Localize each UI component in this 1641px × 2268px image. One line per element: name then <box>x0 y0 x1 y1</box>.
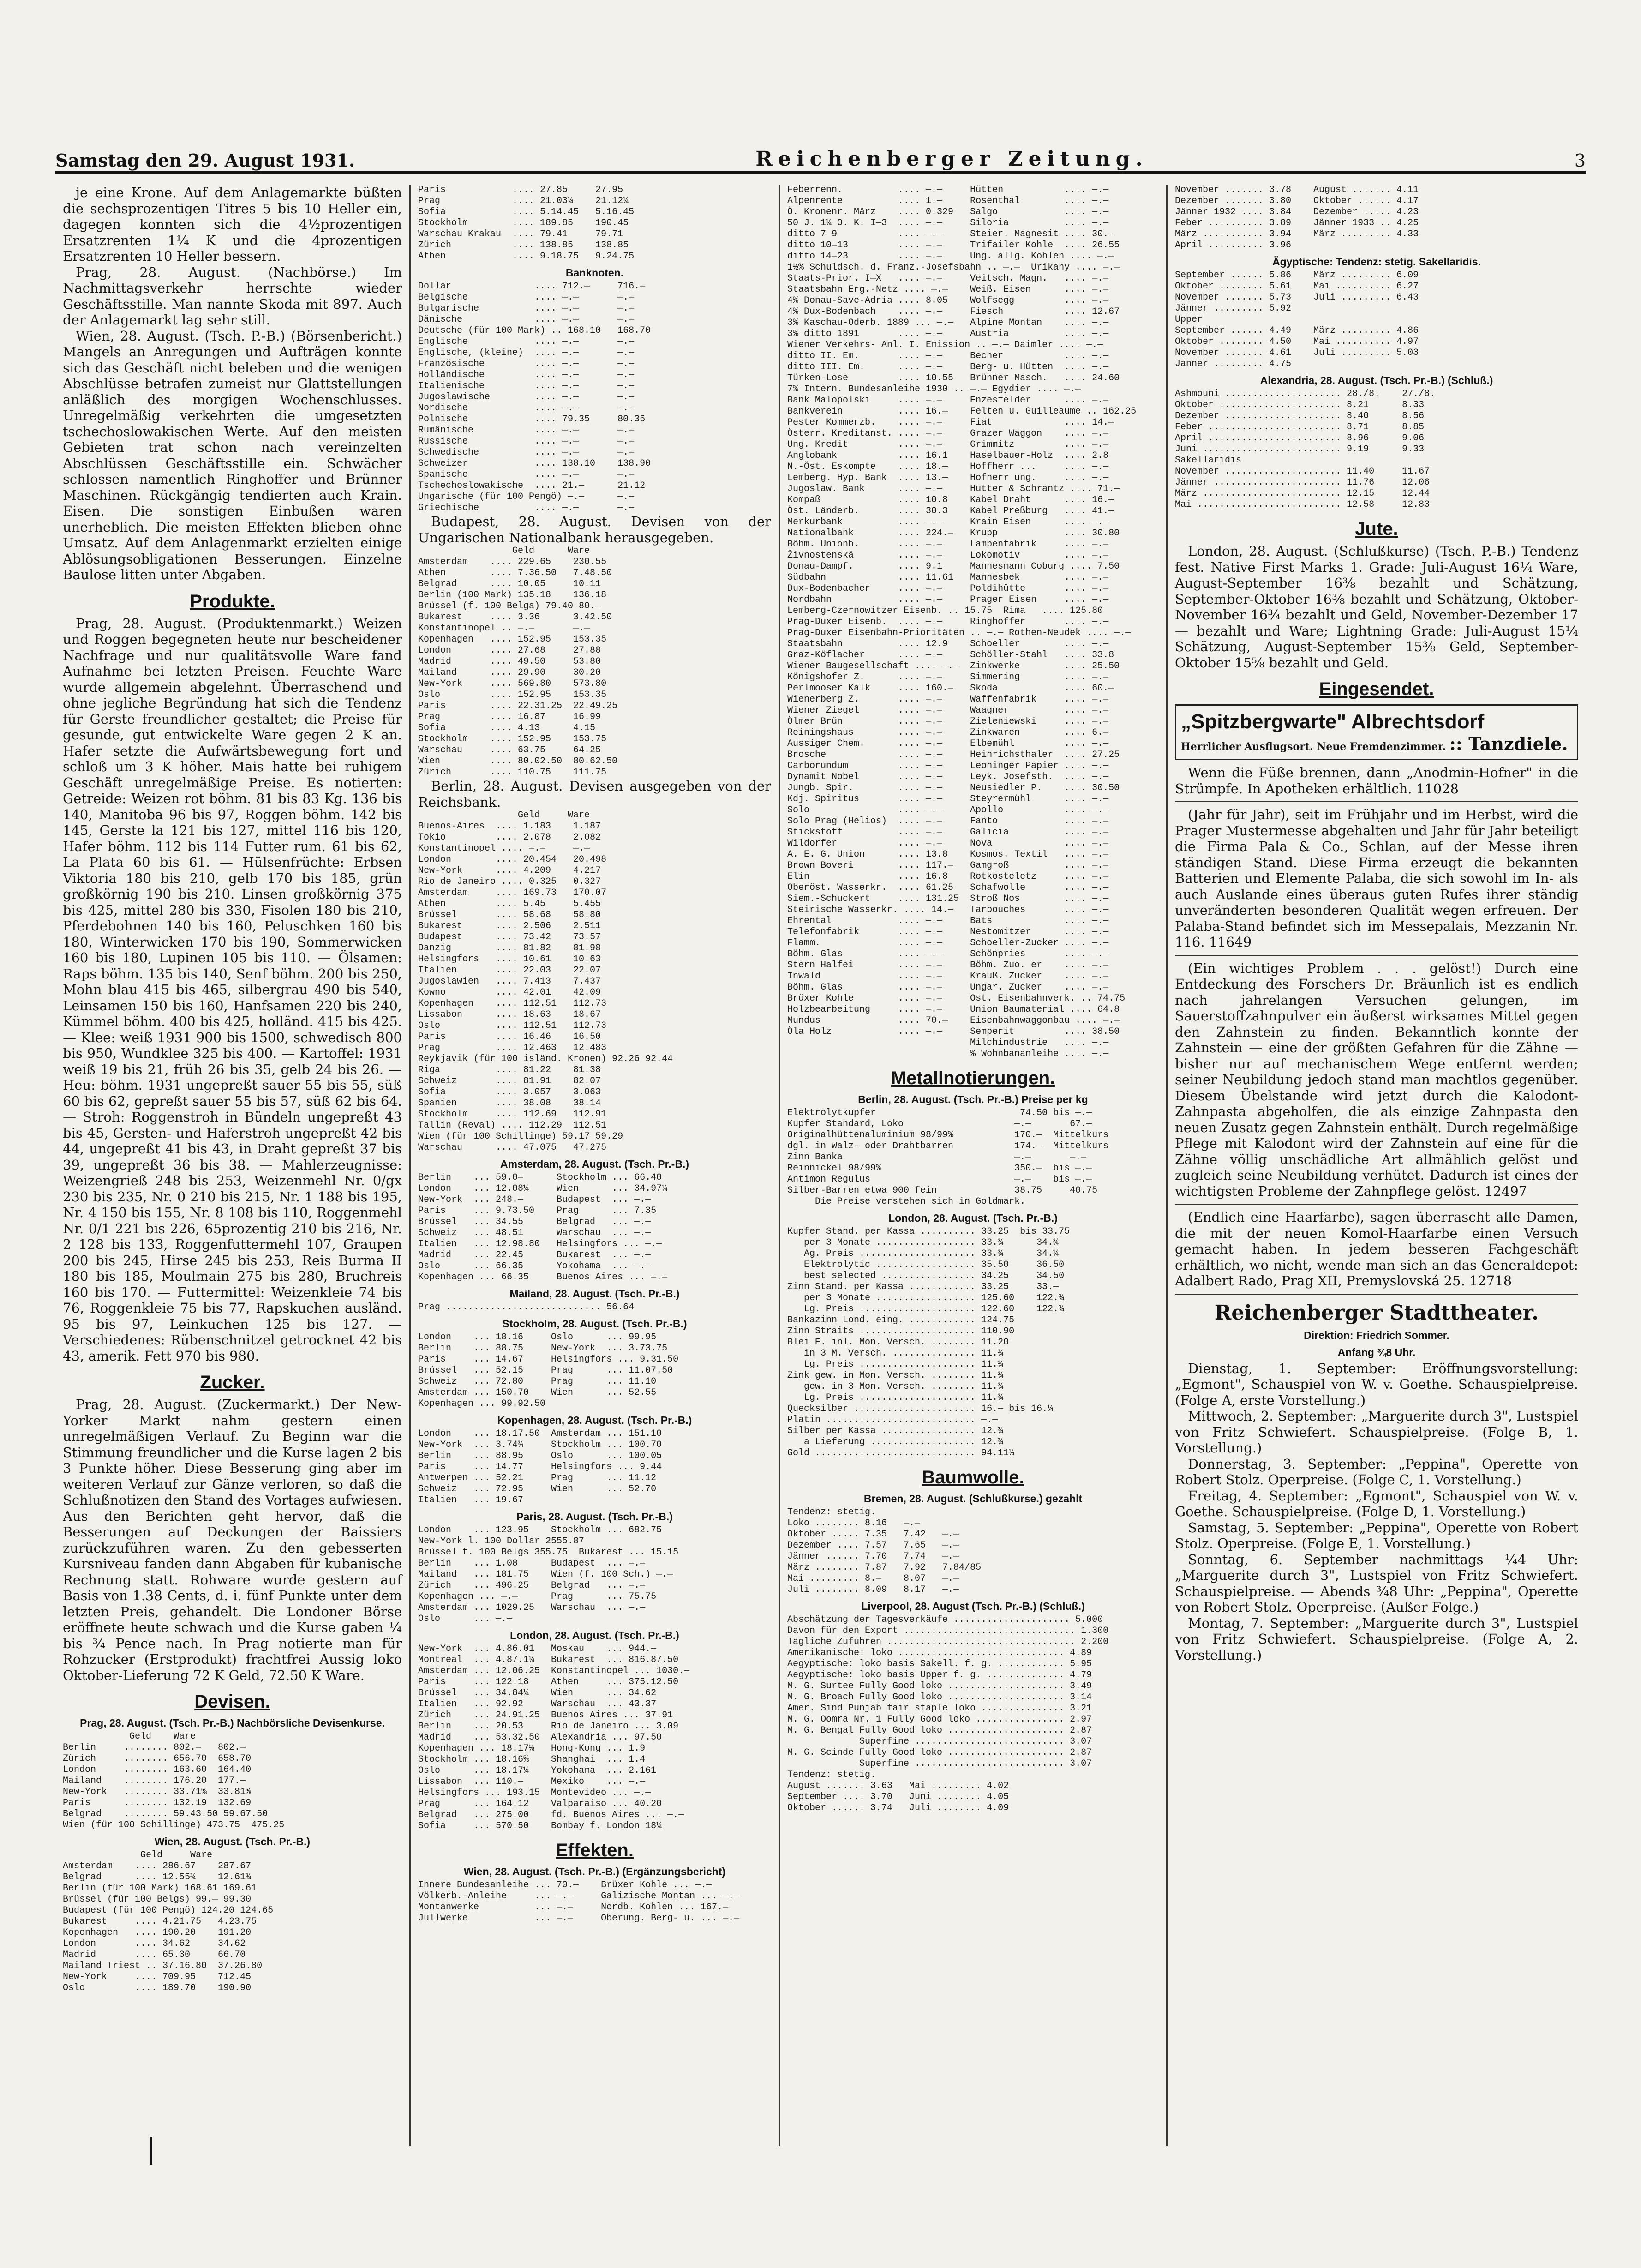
metal-berlin-heading: Berlin, 28. August. (Tsch. Pr.-B.) Preise per kg <box>858 1093 1088 1105</box>
column-2 <box>411 185 780 2146</box>
devisen-prag-table: Geld Ware Berlin ........ 802.— 802.— Zürich ........ 656.70 658.70 London ........ 163.60 164.40 Mailand ........ 176.20 177.— New-York ........ 33.71⅝ 33.81⅝ Paris ........ 132.19 132.69 Belgrad ........ 59.43.50 59.67.50 Wien (für 100 Schillinge) 473.75 475.25 <box>63 1731 285 1830</box>
cotton-bremen-heading: Bremen, 28. August. (Schlußkurse.) gezahlt <box>863 1493 1083 1505</box>
ad-title: „Spitzbergwarte" Albrechtsdorf <box>1181 710 1485 733</box>
effekten-table: Innere Bundesanleihe ... 70.— Brüxer Kohle ... —.— Völkerb.-Anleihe ... —.— Galizische Montan ... —.— Montanwerke ... —.— Nordb. Kohlen ... 167.— Jullwerke ... —.— Oberung. Berg- u. ... —.— <box>418 1880 740 1924</box>
budapest-table: Geld Ware Amsterdam .... 229.65 230.55 Athen .... 7.36.50 7.48.50 Belgrad .... 10.05 10.11 Berlin (100 Mark) 135.18 136.18 Brüssel (f. 100 Belga) 79.40 80.— Bukarest .... 3.36 3.42.50 Konstantinopel .. —.— —.— Kopenhagen .... 152.95 153.35 London .... 27.68 27.88 Madrid .... 49.50 53.80 Mailand .... 29.90 30.20 New-York .... 569.80 573.80 Oslo .... 152.95 153.35 Paris .... 22.31.25 22.49.25 Prag .... 16.87 16.99 Sofia .... 4.13 4.15 Stockholm .... 152.95 153.75 Warschau .... 63.75 64.25 Wien .... 80.02.50 80.62.50 Zürich .... 110.75 111.75 <box>418 546 618 778</box>
newspaper-title: Reichenberger Zeitung. <box>755 147 1148 171</box>
spitzbergwarte-ad <box>1175 704 1578 760</box>
schedule-item: Montag, 7. September: „Marguerite durch 3", Lustspiel von Fritz Schwiefert. Schauspielpreise. (Folge A, 2. Vorstellung.) <box>1175 1615 1578 1663</box>
theatre-start-time: Anfang ¾8 Uhr. <box>1337 1346 1416 1358</box>
divider <box>1175 955 1578 956</box>
market-report-1: je eine Krone. Auf dem Anlagemarkte büßten die sechsprozentigen Titres 5 bis 10 Heller ein, dagegen konnten sich die 4½prozentigen Ersatzrenten 1¼ K und die 4prozentigen Ersatzrenten 10 Heller bessern. <box>63 185 402 264</box>
schedule-item: Donnerstag, 3. September: „Peppina", Operette von Robert Stolz. Operpreise. (Folge C, 1. Vorstellung.) <box>1175 1456 1578 1488</box>
section-heading-produkte: Produkte. <box>190 591 275 612</box>
stocks-table: Feberrenn. .... —.— Hütten .... —.— Alpenrente .... 1.— Rosenthal .... —.— Ö. Kronenr. März .... 0.329 Salgo .... —.— 50 J. 1¼ O. K. I—3 .... —.— Siloria .... —.— ditto 7—9 .... —.— Steier. Magnesit .... 30.— ditto 10—13 .... —.— Trifailer Kohle .... 26.55 ditto 14—23 .... —.— Ung. allg. Kohlen .... —.— 1½% Schuldsch. d. Franz.-Josefsbahn .. —.— Urikany .... —.— Staats-Prior. I—X .... —.— Veitsch. Magn. .... —.— Staatsbahn Erg.-Netz .... —.— Weiß. Eisen .... —.— 4% Donau-Save-Adria .... 8.05 Wolfsegg .... —.— 4% Dux-Bodenbach .... —.— Fiesch .... 12.67 3% Kaschau-Oderb. 1889 ... —.— Alpine Montan .... —.— 3% ditto 1891 .... —.— Austria .... —.— Wiener Verkehrs- Anl. I. Emission .. —.— Daimler .... —.— ditto II. Em. .... —.— Becher .... —.— ditto III. Em. .... —.— Berg- u. Hütten .... —.— Türken-Lose .... 10.55 Brünner Masch. .... 24.60 7% Intern. Bundesanleihe 1930 .. —.— Egydier .... —.— Bank Malopolski .... —.— Enzesfelder .... —.— Bankverein .... 16.— Felten u. Guilleaume .. 162.25 Pester Kommerzb. .... —.— Fiat .... 14.— Österr. Kreditanst. .... —.— Grazer Waggon .... —.— Ung. Kredit .... —.— Grimmitz .... —.— Anglobank .... 16.1 Haselbauer-Holz .... 2.8 N.-Öst. Eskompte .... 18.— Hoffherr ... .... —.— Lemberg. Hyp. Bank .... 13.— Hofherr ung. .... —.— Jugoslaw. Bank .... —.— Hutter & Schrantz .... 71.— Kompaß .... 10.8 Kabel Draht .... 16.— Öst. Länderb. .... 30.3 Kabel Preßburg .... 41.— Merkurbank .... —.— Krain Eisen .... —.— Nationalbank .... 224.— Krupp .... 30.80 Böhm. Unionb. .... —.— Lampenfabrik .... —.— Živnostenská .... —.— Lokomotiv .... —.— Donau-Dampf. .... 9.1 Mannesmann Coburg .... 7.50 Südbahn .... 11.61 Mannesbek .... —.— Dux-Bodenbacher .... —.— Poldihütte .... —.— Nordbahn .... —.— Prager Eisen .... —.— Lemberg-Czernowitzer Eisenb. .. 15.75 Rima .... 125.80 Prag-Duxer Eisenb. .... —.— Ringhoffer .... —.— Prag-Duxer Eisenbahn-Prioritäten .. —.— Rothen-Neudek .... —.— Staatsbahn .... 12.9 Schoeller .... —.— Graz-Köflacher .... —.— Schöller-Stahl .... 33.8 Wiener Baugesellschaft .... —.— Zinkwerke .... 25.50 Königshofer Z. .... —.— Simmering .... —.— Perlmooser Kalk .... 160.— Skoda .... 60.— Wienerberg Z. .... —.— Waffenfabrik .... —.— Wiener Ziegel .... —.— Waagner .... —.— Ölmer Brün .... —.— Zieleniewski .... —.— Reiningshaus .... —.— Zinkwaren .... 6.— Aussiger Chem. .... —.— Elbemühl .... —.— Brosche .... —.— Heinrichsthaler .... 27.25 Carborundum .... —.— Leoninger Papier .... —.— Dynamit Nobel .... —.— Leyk. Josefsth. .... —.— Jungb. Spir. .... —.— Neusiedler P. .... 30.50 Kdj. Spiritus .... —.— Steyrermühl .... —.— Solo .... —.— Apollo .... —.— Solo Prag (Helios) .... —.— Fanto .... —.— Stickstoff .... —.— Galicia .... —.— Wildorfer .... —.— Nova .... —.— A. E. G. Union .... 13.8 Kosmos. Textil .... —.— Brown Boveri .... 117.— Gamgroß .... —.— Elin .... 16.8 Rotkosteletz .... —.— Oberöst. Wasserkr. .... 61.25 Schafwolle .... —.— Siem.-Schuckert .... 131.25 Stroß Nos .... —.— Steirische Wasserkr. .... 14.— Tarbouches .... —.— Ehrental .... —.— Bats .... —.— Telefonfabrik .... —.— Nestomitzer .... —.— Flamm. .... —.— Schoeller-Zucker .... —.— Böhm. Glas .... —.— Schönpries .... —.— Stern Halfei .... —.— Böhm. Zuo. er .... —.— Inwald .... —.— Krauß. Zucker .... —.— Böhm. Glas .... —.— Ungar. Zucker .... —.— Brüxer Kohle .... —.— Ost. Eisenbahnverk. .. 74.75 Holzbearbeitung .... —.— Union Baumaterial .... 64.8 Mundus .... 70.— Eisenbahnwaggonbau .... —.— Öla Holz .... —.— Semperit .... 38.50 Milchindustrie .... —.— % Wohnbananleihe .... —.— <box>787 185 1137 1059</box>
banknoten-heading: Banknoten. <box>565 267 624 279</box>
paris-heading: Paris, 28. August. (Tsch. Pr.-B.) <box>516 1511 673 1523</box>
london-table: New-York ... 4.86.01 Moskau ... 944.— Montreal ... 4.87.1¼ Bukarest ... 816.87.50 Amsterdam ... 12.06.25 Konstantinopel ... 1030.— Paris ... 122.18 Athen ... 375.12.50 Brüssel ... 34.84¼ Wien ... 34.62 Italien ... 92.92 Warschau ... 43.37 Zürich ... 24.91.25 Buenos Aires ... 37.91 Berlin ... 20.53 Rio de Janeiro ... 3.09 Madrid ... 53.32.50 Alexandria ... 97.50 Kopenhagen ... 18.17⅛ Hong-Kong ... 1.9 Stockholm ... 18.16⅝ Shanghai ... 1.4 Oslo ... 18.17¼ Yokohama ... 2.161 Lissabon ... 110.— Mexiko ... —.— Helsingfors ... 193.15 Montevideo ... —.— Prag ... 164.12 Valparaiso ... 40.20 Belgrad ... 275.00 fd. Buenos Aires ... —.— Sofia ... 570.50 Bombay f. London 18¼ <box>418 1644 690 1831</box>
cotton-liverpool-table: Abschätzung der Tagesverkäufe ..................... 5.000 Davon für den Export ............................... 1.300 Tägliche Zufuhren .................................. 2.200 Amerikanische: loko .............................. 4.89 Aegyptische: loko basis Sakell. f. g. ............ 5.95 Aegyptische: loko basis Upper f. g. .............. 4.79 M. G. Surtee Fully Good loko ..................... 3.49 M. G. Broach Fully Good loko ..................... 3.14 Amer. Sind Punjab fair staple loko ............... 3.21 M. G. Oomra Nr. 1 Fully Good loko ................ 2.97 M. G. Bengal Fully Good loko ..................... 2.87 Superfine ........................... 3.07 M. G. Scinde Fully Good loko ..................... 2.87 Superfine ........................... 3.07 <box>787 1614 1109 1769</box>
devisen-prag-heading: Prag, 28. August. (Tsch. Pr.-B.) Nachbörsliche Devisenkurse. <box>80 1717 385 1729</box>
schedule-item: Dienstag, 1. September: Eröffnungsvorstellung: „Egmont", Schauspiel von W. v. Goethe. Schauspielpreise. (Folge A, erste Vorstellung.) <box>1175 1360 1578 1408</box>
columns <box>55 185 1586 2146</box>
ad-subtitle-text: Herrlicher Ausflugsort. Neue Fremdenzimmer. <box>1181 741 1446 753</box>
metal-london-table: Kupfer Stand. per Kassa .......... 33.25 bis 33.75 per 3 Monate .................. 33.¾ 34.¾ Ag. Preis ..................... 33.¾ 34.¼ Elektrolytic .................. 35.50 36.50 best selected ................. 34.25 34.50 Zinn Stand. per Kassa ............ 33.25 33.— per 3 Monate .................. 125.60 122.¾ Lg. Preis ..................... 122.60 122.¾ Bankazinn Lond. eing. ............ 124.75 Zinn Straits ..................... 110.90 Blei E. inl. Mon. Versch. ........ 11.20 in 3 M. Versch. ............... 11.¾ Lg. Preis ..................... 11.¼ Zink gew. in Mon. Versch. ........ 11.¾ gew. in 3 Mon. Versch. ........ 11.¾ Lg. Preis ..................... 11.¾ Quecksilber ...................... 16.— bis 16.¼ Platin ........................... —.— Silber per Kassa ................. 12.¾ a Lieferung ................... 12.¾ Gold ............................. 94.11¼ <box>787 1226 1070 1458</box>
ad-text-1: Wenn die Füße brennen, dann „Anodmin-Hofner" in die Strümpfe. In Apotheken erhältlich. 11028 <box>1175 765 1578 797</box>
section-heading-baumwolle: Baumwolle. <box>922 1467 1024 1488</box>
amsterdam-heading: Amsterdam, 28. August. (Tsch. Pr.-B.) <box>500 1158 689 1170</box>
divider <box>1175 801 1578 802</box>
section-heading-devisen: Devisen. <box>194 1692 270 1712</box>
cotton-liverpool-futures: Tendenz: stetig. August ....... 3.63 Mai ......... 4.02 September .... 3.70 Juni ........ 4.05 Oktober ...... 3.74 Juli ........ 4.09 <box>787 1770 1009 1813</box>
market-report-prag: Prag, 28. August. (Nachbörse.) Im Nachmittagsverkehr herrschte wieder Geschäftsstille. Man nannte Skoda mit 897. Auch der Anlagemarkt lag sehr still. <box>63 264 402 328</box>
column-3 <box>780 185 1168 2146</box>
theatre-direction: Direktion: Friedrich Sommer. <box>1304 1329 1449 1341</box>
stockholm-table: London ... 18.16 Oslo ... 99.95 Berlin ... 88.75 New-York ... 3.73.75 Paris ... 14.67 Helsingfors ... 9.31.50 Brüssel ... 52.15 Prag ... 11.07.50 Schweiz ... 72.80 Prag ... 11.10 Amsterdam ... 150.70 Wien ... 52.55 Kopenhagen ... 99.92.50 <box>418 1332 679 1409</box>
berlin-heading: Berlin, 28. August. Devisen ausgegeben von der Reichsbank. <box>418 778 771 810</box>
kopenhagen-heading: Kopenhagen, 28. August. (Tsch. Pr.-B.) <box>497 1414 692 1426</box>
column-4 <box>1168 185 1586 2146</box>
jute-report: London, 28. August. (Schlußkurse) (Tsch. P.-B.) Tendenz fest. Native First Marks 1. Grade: Juli-August 16¼ Ware, August-September 16⅜ bezahlt und Schätzung, September-Oktober 16⅜ bezahlt und Schätzung, Oktober-November 16¾ bezahlt und Geld, November-Dezember 17— bezahlt und Ware; Lightning Grade: Juli-August 15¼ Schätzung, August-September 15⅜ Geld, September-Oktober 15⅝ bezahlt und Geld. <box>1175 543 1578 671</box>
paris-table: London ... 123.95 Stockholm ... 682.75 New-York l. 100 Dollar 2555.87 Brüssel f. 100 Belgs 355.75 Bukarest ... 15.15 Berlin ... 1.08 Budapest ... —.— Mailand ... 181.75 Wien (f. 100 Sch.) —.— Zürich ... 496.25 Belgrad ... —.— Kopenhagen ... —.— Prag ... 75.75 Amsterdam ... 1029.25 Warschau ... —.— Oslo ... —.— <box>418 1525 679 1624</box>
ad-text-3: (Ein wichtiges Problem . . . gelöst!) Durch eine Entdeckung des Forschers Dr. Bräunlich ist es endlich nach jahrelangen Versuchen gelungen, im Sauerstoffzahnpulver ein äußerst wirksames Mittel gegen den Zahnstein zu finden. Bekanntlich konnte der Zahnstein — eine der größten Gefahren für die Zähne — bisher nur auf mechanischem Wege entfernt werden; seiner Neubildung jedoch stand man machtlos gegenüber. Diesem Übelstande wird jetzt durch die Kalodont-Zahnpasta abgeholfen, die als einzige Zahnpasta den neuen Zusatz gegen Zahnstein enthält. Durch regelmäßige Pflege mit Kalodont wird der Zahnstein auf eine für die Zähne völlig unschädliche Art allmählich gelöst und zugleich seine Neubildung verhütet. Dadurch ist eines der wichtigsten Probleme der Zahnpflege gelöst. 12497 <box>1175 960 1578 1199</box>
print-mark <box>150 2137 152 2165</box>
divider <box>1175 1204 1578 1205</box>
ad-subtitle <box>1181 733 1572 754</box>
produce-report: Prag, 28. August. (Produktenmarkt.) Weizen und Roggen begegneten heute nur bescheidener Nachfrage und nur qualitätsvolle Ware fand Aufnahme bei letzten Preisen. Feuchte Ware wurde allgemein abgelehnt. Überraschend und ohne jegliche Begründung hat sich die Tendenz für Gerste freundlicher gestaltet; die Preise für gesunde, gut entwickelte Ware gegen 2 K an. Hafer setzte die Aufwärtsbewegung fort und schloß um 3 K höher. Mais hatte bei ruhigem Geschäft unregelmäßige Preise. Es notierten: Getreide: Weizen rot böhm. 81 bis 83 Kg. 136 bis 140, Manitoba 96 bis 97, Roggen böhm. 142 bis 145, Gerste la 121 bis 127, mittel 116 bis 120, Hafer böhm. 112 bis 114 Futter rum. 61 bis 62, La Plata 60 bis 61. — Hülsenfrüchte: Erbsen Viktoria 180 bis 210, gelb 170 bis 185, grün großkörnig 190 bis 210. Linsen großkörnig 375 bis 425, mittel 280 bis 330, Fisolen 180 bis 210, Pferdebohnen 140 bis 160, Peluschken 160 bis 180, Winterwicken 170 bis 190, Sommerwicken 160 bis 180, Lupinen 105 bis 110. — Ölsamen: Raps böhm. 135 bis 140, Senf böhm. 200 bis 250, Mohn blau 415 bis 465, silbergrau 490 bis 540, Leinsamen 150 bis 160, Hanfsamen 220 bis 240, Kümmel böhm. 400 bis 425, holländ. 415 bis 425. — Klee: weiß 1931 900 bis 1500, schwedisch 800 bis 950, Wundklee 325 bis 400. — Kartoffel: 1931 weiß 19 bis 21, früh 26 bis 35, gelb 24 bis 26. — Heu: böhm. 1931 ungepreßt sauer 55 bis 55, süß 60 bis 62, gepreßt sauer 55 bis 57, süß 62 bis 64. — Stroh: Roggenstroh in Bündeln ungepreßt 43 bis 45, Gersten- und Haferstroh ungepreßt 42 bis 44, ungepreßt 41 bis 43, in Draht gepreßt 37 bis 39, ungepreßt 36 bis 38. — Mahlerzeugnisse: Weizengrieß 248 bis 253, Weizenmehl Nr. 0/gx 230 bis 235, Nr. 0 210 bis 215, Nr. 1 188 bis 195, Nr. 4 150 bis 155, Nr. 8 108 bis 110, Roggenmehl Nr. 0/1 221 bis 226, 65prozentig 210 bis 216, Nr. 2 128 bis 133, Roggenfuttermehl 107, Graupen 200 bis 245, Hirse 245 bis 253, Reis Burma II 180 bis 185, Moulmain 275 bis 280, Bruchreis 160 bis 170. — Futtermittel: Weizenkleie 74 bis 76, Roggenkleie 75 bis 77, Rapskuchen ausländ. 95 bis 97, Leinkuchen 125 bis 127. — Verschiedenes: Rübenschnitzel getrocknet 42 bis 43, amerik. Fett 970 bis 980. <box>63 615 402 1364</box>
cotton-bremen-table: Tendenz: stetig. Loko ........ 8.16 —.— Oktober ..... 7.35 7.42 —.— Dezember .... 7.57 7.65 —.— Jänner ...... 7.70 7.74 —.— März ........ 7.87 7.92 7.84/85 Mai ......... 8.— 8.07 —.— Juli ........ 8.09 8.17 —.— <box>787 1507 982 1595</box>
banknoten-table: Dollar .... 712.— 716.— Belgische .... —.— —.— Bulgarische .... —.— —.— Dänische .... —.— —.— Deutsche (für 100 Mark) .. 168.10 168.70 Englische .... —.— —.— Englische, (kleine) .... —.— —.— Französische .... —.— —.— Holländische .... —.— —.— Italienische .... —.— —.— Jugoslawische .... —.— —.— Nordische .... —.— —.— Polnische .... 79.35 80.35 Rumänische .... —.— —.— Russische .... —.— —.— Schwedische .... —.— —.— Schweizer .... 138.10 138.90 Spanische .... —.— —.— Tschechoslowakische .... 21.— 21.12 Ungarische (für 100 Pengö) —.— —.— Griechische .... —.— —.— <box>418 281 651 513</box>
effekten-heading: Wien, 28. August. (Tsch. Pr.-B.) (Ergänzungsbericht) <box>463 1866 726 1878</box>
alexandria-heading: Alexandria, 28. August. (Tsch. Pr.-B.) (Schluß.) <box>1260 374 1493 386</box>
section-heading-jute: Jute. <box>1355 519 1398 539</box>
metal-berlin-table: Elektrolytkupfer 74.50 bis —.— Kupfer Standard, Loko —.— 67.— Originalhüttenaluminium 98/99% 170.— Mittelkurs dgl. in Walz- oder Drahtbarren 174.— Mittelkurs Zinn Banka —.— —.— Reinnickel 98/99% 350.— bis —.— Antimon Regulus —.— bis —.— Silber-Barren etwa 900 fein 38.75 40.75 Die Preise verstehen sich in Goldmark. <box>787 1108 1109 1207</box>
divider <box>1175 1294 1578 1295</box>
ad-text-2: (Jahr für Jahr), seit im Frühjahr und im Herbst, wird die Prager Mustermesse abgehalten und Jahr für Jahr beteiligt die Firma Pala & Co., Schlan, auf der Messe ihren ständigen Stand. Diese Firma erzeugt die bekannten Batterien und Elemente Palaba, die sich sowohl im In- als auch Auslande eines überaus guten Rufes ihrer ständig unveränderten besonderen Qualität wegen erfreuen. Der Palaba-Stand befindet sich im Messepalais, Mezzanin Nr. 116. 11649 <box>1175 807 1578 950</box>
market-report-wien: Wien, 28. August. (Tsch. P.-B.) (Börsenbericht.) Mangels an Anregungen und Aufträgen konnte sich das Geschäft nicht beleben und die wenigen Abschlüsse betrafen zumeist nur Glattstellungen anläßlich des morgigen Wochenschlusses. Unregelmäßig verkehrten die umgesetzten tschechoslowakischen Werte. Auf den meisten Gebieten trat schon nach vereinzelten Abschlüssen Geschäftsstille ein. Schwächer schlossen namentlich Ringhoffer und Brünner Maschinen. Rückgängig tendierten auch Krain. Eisen. Die sonstigen Einbußen waren unerheblich. Die meisten Effekten blieben ohne Umsatz. Auf dem Anlagenmarkt erzielten einige Ablösungsobligationen Besserungen. Einzelne Baulose litten unter Abgaben. <box>63 328 402 582</box>
page-number: 3 <box>1574 150 1586 171</box>
stockholm-heading: Stockholm, 28. August. (Tsch. Pr.-B.) <box>502 1318 687 1330</box>
futures-table: November ....... 3.78 August ....... 4.11 Dezember ....... 3.80 Oktober ...... 4.17 Jänner 1932 .... 3.84 Dezember ..... 4.23 Feber .......... 3.89 Jänner 1933 .. 4.25 März ........... 3.94 März ......... 4.33 April .......... 3.96 <box>1175 185 1419 251</box>
fx-table-1: Paris .... 27.85 27.95 Prag .... 21.03¼ 21.12¼ Sofia .... 5.14.45 5.16.45 Stockholm .... 189.85 190.45 Warschau Krakau .... 79.41 79.71 Zürich .... 138.85 138.85 Athen .... 9.18.75 9.24.75 <box>418 185 635 262</box>
section-heading-effekten: Effekten. <box>556 1840 634 1860</box>
schedule-item: Samstag, 5. September: „Peppina", Operette von Robert Stolz. Operpreise. (Folge E, 1. Vorstellung.) <box>1175 1519 1578 1551</box>
schedule-item: Mittwoch, 2. September: „Marguerite durch 3", Lustspiel von Fritz Schwiefert. Schauspielpreise. (Folge B, 1. Vorstellung.) <box>1175 1408 1578 1456</box>
alexandria-table: Ashmouni ..................... 28./8. 27./8. Oktober ...................... 8.21 8.33 Dezember ..................... 8.40 8.56 Feber ........................ 8.71 8.85 April ........................ 8.96 9.06 Juni ......................... 9.19 9.33 Sakellaridis November ..................... 11.40 11.67 Jänner ....................... 11.76 12.06 März ......................... 12.15 12.44 Mai .......................... 12.58 12.83 <box>1175 389 1436 510</box>
column-1 <box>55 185 411 2146</box>
page-header <box>55 138 1586 174</box>
section-heading-metall: Metallnotierungen. <box>891 1068 1055 1088</box>
theatre-heading: Reichenberger Stadttheater. <box>1214 1301 1539 1325</box>
kopenhagen-table: London ... 18.17.50 Amsterdam ... 151.10 New-York ... 3.74¾ Stockholm ... 100.70 Berlin ... 88.95 Oslo ... 100.05 Paris ... 14.77 Helsingfors ... 9.44 Antwerpen ... 52.21 Prag ... 11.12 Schweiz ... 72.95 Wien ... 52.70 Italien ... 19.67 <box>418 1428 662 1506</box>
section-heading-zucker: Zucker. <box>200 1372 265 1392</box>
budapest-heading: Budapest, 28. August. Devisen von der Ungarischen Nationalbank herausgegeben. <box>418 514 771 546</box>
egypt-table: September ...... 5.86 März ......... 6.09 Oktober ........ 5.61 Mai .......... 6.27 November ....... 5.73 Juli ......... 6.43 Jänner ......... 5.92 Upper September ...... 4.49 März ......... 4.86 Oktober ........ 4.50 Mai .......... 4.97 November ....... 4.61 Juli ......... 5.03 Jänner ......... 4.75 <box>1175 270 1419 369</box>
devisen-wien-heading: Wien, 28. August. (Tsch. Pr.-B.) <box>154 1836 311 1848</box>
section-heading-eingesendet: Eingesendet. <box>1319 679 1434 699</box>
berlin-table: Geld Ware Buenos-Aires .... 1.183 1.187 Tokio .... 2.078 2.082 Konstantinopel .... —.— —.— London .... 20.454 20.498 New-York .... 4.209 4.217 Rio de Janeiro .... 0.325 0.327 Amsterdam .... 169.73 170.07 Athen .... 5.45 5.455 Brüssel .... 58.68 58.80 Bukarest .... 2.506 2.511 Budapest .... 73.42 73.57 Danzig .... 81.82 81.98 Helsingfors .... 10.61 10.63 Italien .... 22.03 22.07 Jugoslawien .... 7.413 7.437 Kowno .... 42.01 42.09 Kopenhagen .... 112.51 112.73 Lissabon .... 18.63 18.67 Oslo .... 112.51 112.73 Paris .... 16.46 16.50 Prag .... 12.463 12.483 Reykjavik (für 100 isländ. Kronen) 92.26 92.44 Riga .... 81.22 81.38 Schweiz .... 81.91 82.07 Sofia .... 3.057 3.063 Spanien .... 38.08 38.14 Stockholm .... 112.69 112.91 Tallin (Reval) .... 112.29 112.51 Wien (für 100 Schillinge) 59.17 59.29 Warschau .... 47.075 47.275 <box>418 810 673 1153</box>
egypt-heading: Ägyptische: Tendenz: stetig. Sakellaridis. <box>1272 256 1481 268</box>
ad-right-text: :: Tanzdiele. <box>1449 733 1568 754</box>
devisen-wien-table: Geld Ware Amsterdam .... 286.67 287.67 Belgrad .... 12.55¾ 12.61¾ Berlin (für 100 Mark) 168.61 169.61 Brüssel (für 100 Belgs) 99.— 99.30 Budapest (für 100 Pengö) 124.20 124.65 Bukarest .... 4.21.75 4.23.75 Kopenhagen .... 190.20 191.20 London .... 34.62 34.62 Madrid .... 65.30 66.70 Mailand Triest .. 37.16.80 37.26.80 New-York .... 709.95 712.45 Oslo .... 189.70 190.90 <box>63 1850 274 1993</box>
mailand-heading: Mailand, 28. August. (Tsch. Pr.-B.) <box>509 1288 680 1300</box>
issue-date: Samstag den 29. August 1931. <box>55 150 355 171</box>
schedule-item: Sonntag, 6. September nachmittags ¼4 Uhr: „Marguerite durch 3", Lustspiel von Fritz Schwiefert. Schauspielpreise. — Abends ¾8 Uhr: „Peppina", Operette von Robert Stolz. Operpreise. (Außer Folge.) <box>1175 1551 1578 1615</box>
amsterdam-table: Berlin ... 59.0— Stockholm ... 66.40 London ... 12.08¼ Wien ... 34.97¼ New-York ... 248.— Budapest ... —.— Paris ... 9.73.50 Prag ... 7.35 Brüssel ... 34.55 Belgrad ... —.— Schweiz ... 48.51 Warschau ... —.— Italien ... 12.98.80 Helsingfors ... —.— Madrid ... 22.45 Bukarest ... —.— Oslo ... 66.35 Yokohama ... —.— Kopenhagen ... 66.35 Buenos Aires ... —.— <box>418 1172 668 1283</box>
ad-text-4: (Endlich eine Haarfarbe), sagen überrascht alle Damen, die mit der neuen Komol-Haarfarbe einen Versuch gemacht haben. In jedem besseren Fachgeschäft erhältlich, wo nicht, wende man sich an das Generaldepot: Adalbert Rado, Prag XII, Premyslovská 25. 12718 <box>1175 1209 1578 1289</box>
cotton-liverpool-heading: Liverpool, 28. August (Tsch. Pr.-B.) (Schluß.) <box>861 1600 1085 1612</box>
schedule-item: Freitag, 4. September: „Egmont", Schauspiel von W. v. Goethe. Schauspielpreise. (Folge D, 1. Vorstellung.) <box>1175 1488 1578 1519</box>
sugar-report: Prag, 28. August. (Zuckermarkt.) Der New-Yorker Markt nahm gestern einen unregelmäßigen Verlauf. Zu Beginn war die Stimmung freundlicher und die Kurse lagen 2 bis 3 Punkte höher. Diese Besserung ging aber im weiteren Verlauf zur Gänze verloren, so daß die Schlußnotizen den Stand des Vortages aufwiesen. Aus den Berichten geht hervor, daß die Besserungen auf Deckungen der Baissiers zurückzuführen waren. Zu den gebesserten Kursniveau fanden dann Abgaben für kubanische Rechnung statt. Rohware wurde gestern auf Basis von 1.38 Cents, d. i. fünf Punkte unter dem letzten Preis, gehandelt. Die Londoner Börse eröffnete heute schwach und die Kurse gaben ¼ bis ¾ Pence nach. In Prag notierte man für Rohzucker (Erstprodukt) frachtfrei Aussig loko Oktober-Lieferung 72 K Geld, 72.50 K Ware. <box>63 1397 402 1683</box>
mailand-table: Prag ............................ 56.64 <box>418 1302 635 1313</box>
metal-london-heading: London, 28. August. (Tsch. Pr.-B.) <box>888 1212 1058 1224</box>
london-heading: London, 28. August. (Tsch. Pr.-B.) <box>510 1629 679 1641</box>
